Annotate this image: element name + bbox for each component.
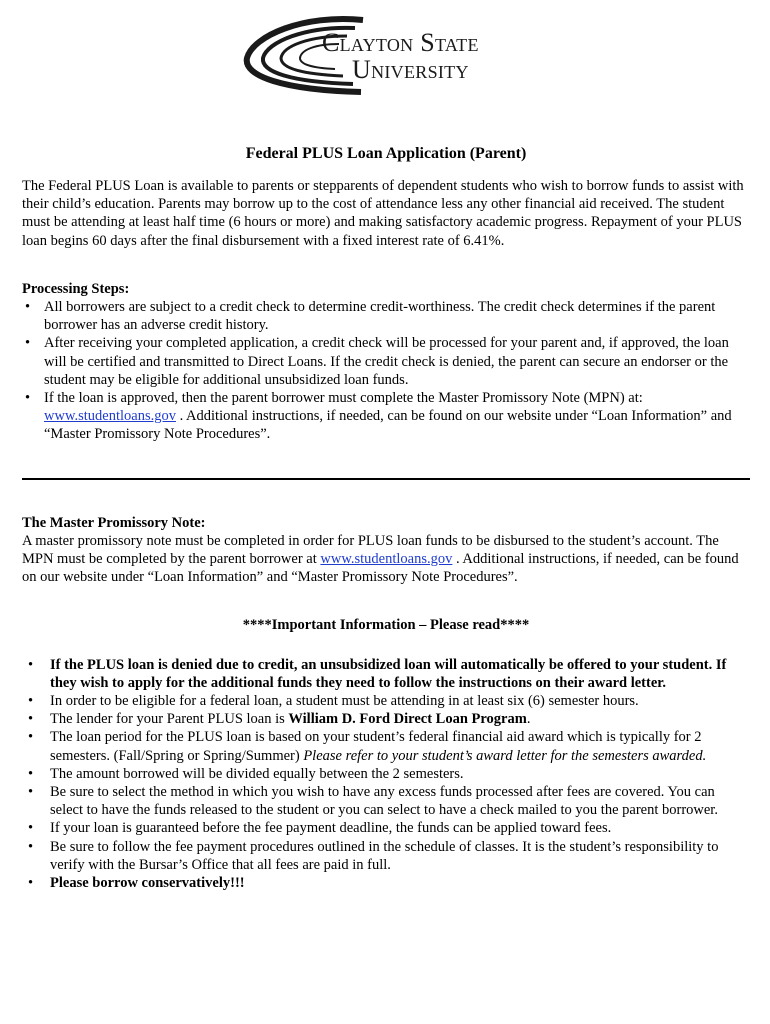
processing-step xyxy=(22,334,750,389)
processing-steps-list xyxy=(22,298,750,444)
important-item-text: If the PLUS loan is denied due to credit, an unsubsidized loan will automatically be offered to your student. If they wish to apply for the additional funds they need to follow the instructions on their award letter. xyxy=(50,656,727,691)
mpn-text: . Additional instructions, if needed, can be found on our website under “Loan Information” and “Master Promissory Note Procedures”. xyxy=(22,551,739,586)
important-item-text: Please borrow conservatively!!! xyxy=(50,875,245,892)
award-letter-note: Please refer to your student’s award letter for the semesters awarded. xyxy=(303,747,707,764)
important-item-text: The amount borrowed will be divided equally between the 2 semesters. xyxy=(50,765,464,782)
section-divider xyxy=(22,478,750,480)
processing-steps-section xyxy=(22,280,750,444)
bullet-icon: • xyxy=(28,875,34,892)
processing-step-text: . Additional instructions, if needed, can be found on our website under “Loan Information” and “Master Promissory Note Procedures”. xyxy=(44,408,732,443)
processing-step-text: If the loan is approved, then the parent borrower must complete the Master Promissory Note (MPN) at: xyxy=(44,390,643,407)
bullet-icon: • xyxy=(25,335,31,352)
document-content xyxy=(22,144,750,892)
mpn-paragraph xyxy=(22,532,750,587)
studentloans-link[interactable]: www.studentloans.gov xyxy=(44,408,176,425)
processing-step xyxy=(22,298,750,334)
important-item-text: . xyxy=(526,711,531,728)
logo-line-1: Clayton State xyxy=(322,28,479,57)
lender-name: William D. Ford Direct Loan Program xyxy=(288,711,527,728)
bullet-icon: • xyxy=(25,299,31,316)
important-item-text: In order to be eligible for a federal loan, a student must be attending in at least six (6) semester hours. xyxy=(50,693,639,710)
bullet-icon: • xyxy=(28,765,34,782)
mpn-section xyxy=(22,514,750,587)
important-item xyxy=(22,710,750,728)
mpn-text: A master promissory note must be completed in order for PLUS loan funds to be disbursed to the student’s account. The MPN must be completed by the parent borrower at xyxy=(22,532,719,568)
important-item xyxy=(22,765,750,783)
important-item-text: The lender for your Parent PLUS loan is xyxy=(50,711,289,728)
processing-steps-heading: Processing Steps: xyxy=(22,280,130,297)
logo-wordmark xyxy=(322,30,537,84)
processing-step xyxy=(22,389,750,444)
bullet-icon: • xyxy=(28,820,34,837)
important-item xyxy=(22,783,750,819)
important-item xyxy=(22,728,750,764)
bullet-icon: • xyxy=(28,693,34,710)
important-item xyxy=(22,819,750,837)
studentloans-link[interactable]: www.studentloans.gov xyxy=(320,551,453,568)
important-item-text: Be sure to select the method in which you wish to have any excess funds processed after fees are covered. You can select to have the funds released to the student or you can select to have a check mailed to you the parent borrower. xyxy=(50,784,718,819)
important-item xyxy=(22,838,750,874)
important-item xyxy=(22,656,750,692)
processing-step-text: After receiving your completed application, a credit check will be processed for your parent and, if approved, the loan will be certified and transmitted to Direct Loans. If the credit check is denied, the parent can secure an endorser or the student may be eligible for additional unsubsidized loan funds. xyxy=(44,335,729,388)
bullet-icon: • xyxy=(25,390,31,407)
important-item-text: The loan period for the PLUS loan is based on your student’s federal financial aid award which is typically for 2 semesters. (Fall/Spring or Spring/Summer) xyxy=(50,729,702,764)
important-item xyxy=(22,692,750,710)
processing-step-text: All borrowers are subject to a credit check to determine credit-worthiness. The credit check determines if the parent borrower has an adverse credit history. xyxy=(44,299,716,334)
important-item xyxy=(22,874,750,892)
intro-paragraph: The Federal PLUS Loan is available to parents or stepparents of dependent students who wish to borrow funds to assist with their child’s education. Parents may borrow up to the cost of attendance less any other financial aid received. The student must be attending at least half time (6 hours or more) and making satisfactory academic progress. Repayment of your PLUS loan begins 60 days after the final disbursement with a fixed interest rate of 6.41%. xyxy=(22,178,744,249)
bullet-icon: • xyxy=(28,784,34,801)
bullet-icon: • xyxy=(28,711,34,728)
page-title: Federal PLUS Loan Application (Parent) xyxy=(245,145,527,162)
mpn-heading: The Master Promissory Note: xyxy=(22,514,206,531)
bullet-icon: • xyxy=(28,838,34,855)
important-item-text: If your loan is guaranteed before the fee payment deadline, the funds can be applied toward fees. xyxy=(50,820,612,837)
bullet-icon: • xyxy=(28,729,34,746)
bullet-icon: • xyxy=(28,656,34,673)
important-item-text: Be sure to follow the fee payment procedures outlined in the schedule of classes. It is the student’s responsibility to verify with the Bursar’s Office that all fees are paid in full. xyxy=(50,838,719,873)
important-list xyxy=(22,656,750,893)
important-heading: ****Important Information – Please read**** xyxy=(242,617,530,634)
logo-line-2: University xyxy=(352,55,469,84)
